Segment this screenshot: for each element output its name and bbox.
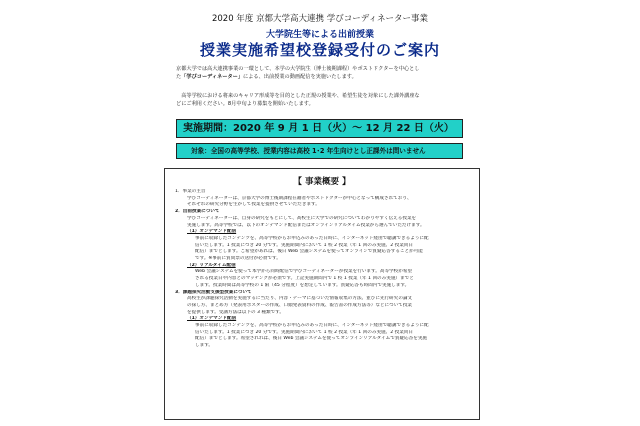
period-banner: 実施期間：2020 年 9 月 1 日（火）～ 12 月 22 日（火） (176, 119, 463, 138)
body-line: します。 (195, 343, 214, 349)
body-line: それぞれの研究分野を生かして授業を提供させていただきます。 (187, 202, 320, 208)
document-subtitle: 大学院生等による出前授業 (265, 30, 374, 40)
body-line: 信いたします。1 授業につき 20 分です。実施期間内において 1 校 2 授業（年 1 回のみ実施、2 授業同日 (195, 242, 413, 248)
intro-line: 高等学校における将来のキャリア形成等を目的とした正規の授業や、希望生徒を対象にした課外講座な (176, 93, 420, 99)
overview-body (175, 189, 471, 350)
target-banner: 対象：全国の高等学校、授業内容は高校 1･2 年生向けとし正課外は問いません (176, 143, 463, 159)
body-line: Web 会議システムを使って本学から同時配信で学びコーディネーターが授業を行います。高等学校が希望 (195, 269, 413, 275)
body-line: 配信）までとします。希望されれば、後日 Web 会議システムを使ってオンラインリアルタイムで質疑応答を実施 (195, 336, 428, 342)
subsection-heading: （1）オンデマンド配信 (187, 229, 237, 235)
body-line: 実施します。高等学校では、以下のオンデマンド配信またはオンラインリアルタイム授業から選んでいただけます。 (187, 222, 425, 228)
intro-paragraph-2 (176, 92, 464, 108)
body-line: します。授業時間は高等学校の 1 限（45 分程度）を想定しています。質疑応答も時間内で実施します。 (195, 282, 410, 288)
intro-text: た (176, 74, 182, 80)
body-line: を提供します。受講方法は以下の 3 種類です。 (187, 309, 284, 315)
body-line: 高校生が課題探究活動を実施するに当たり、内容・テーマに基づいた情報収集の方法、並びに先行研究の論文 (187, 296, 413, 302)
intro-paragraph-1 (176, 65, 464, 81)
body-line: 学びコーディネーターは、京都大学の博士後期課程在籍者やポストドクターが中心となって構成されており、 (187, 195, 412, 201)
program-heading: 2020 年度 京都大学高大連携 学びコーディネーター事業 (211, 14, 429, 24)
overview-box (164, 168, 480, 420)
subsection-heading: （1）オンデマンド配信 (187, 316, 237, 322)
overview-title: 【 事業概要 】 (293, 177, 351, 187)
body-line: 信いたします。1 授業につき 20 分です。実施期間内において 1 校 2 授業（年 1 回のみ実施、2 授業同日 (195, 329, 413, 335)
section-heading: 2．出前授業について (175, 209, 220, 215)
body-line: 学びコーディネーターは、自身の研究をもとにして、高校生に大学での研究についてわかりやすく伝える授業を (187, 215, 417, 221)
body-line: される授業日や内容とのマッチングが必須です。上記実施期間内で 1 校 1 授業（年 1 回のみ実施）までと (195, 276, 414, 282)
body-line: 配信）までとします。ご希望があれば、後日 Web 会議システムを使ってオンラインで質疑応答することが可能 (195, 249, 423, 255)
subsection-heading: （2）リアルタイム配信 (187, 262, 236, 268)
body-line: の探し方、まとめ方（発表用ポスターの作成、口頭発表資料の作成、報告書の作成方法等）などについて授業 (187, 302, 413, 308)
intro-line: 京都大学では高大連携事業の一環として、本学の大学院生（博士後期課程）やポストドクターを中心とし (176, 66, 420, 72)
document-title: 授業実施希望校登録受付のご案内 (199, 41, 440, 59)
coordinator-term: 「学びコーディネーター」 (181, 74, 244, 80)
body-line: です。※事前に質問票の送付が必須です。 (195, 256, 281, 262)
intro-text: による、出前授業の動画配信を実施いたします。 (243, 74, 357, 80)
body-line: 事前に収録したコンテンツを、高等学校からお申込みのあった日時に、インターネット経由で聴講できるように配 (195, 235, 429, 241)
body-line: 事前に収録したコンテンツを、高等学校からお申込みのあった日時に、インターネット経由で聴講できるように配 (195, 323, 429, 329)
section-heading: 1．事業の主旨 (175, 189, 206, 194)
section-heading: 3．課題探究活動支援型授業について (175, 289, 252, 295)
intro-line: どにご利用ください。8月中旬より募集を開始いたします。 (176, 101, 314, 107)
